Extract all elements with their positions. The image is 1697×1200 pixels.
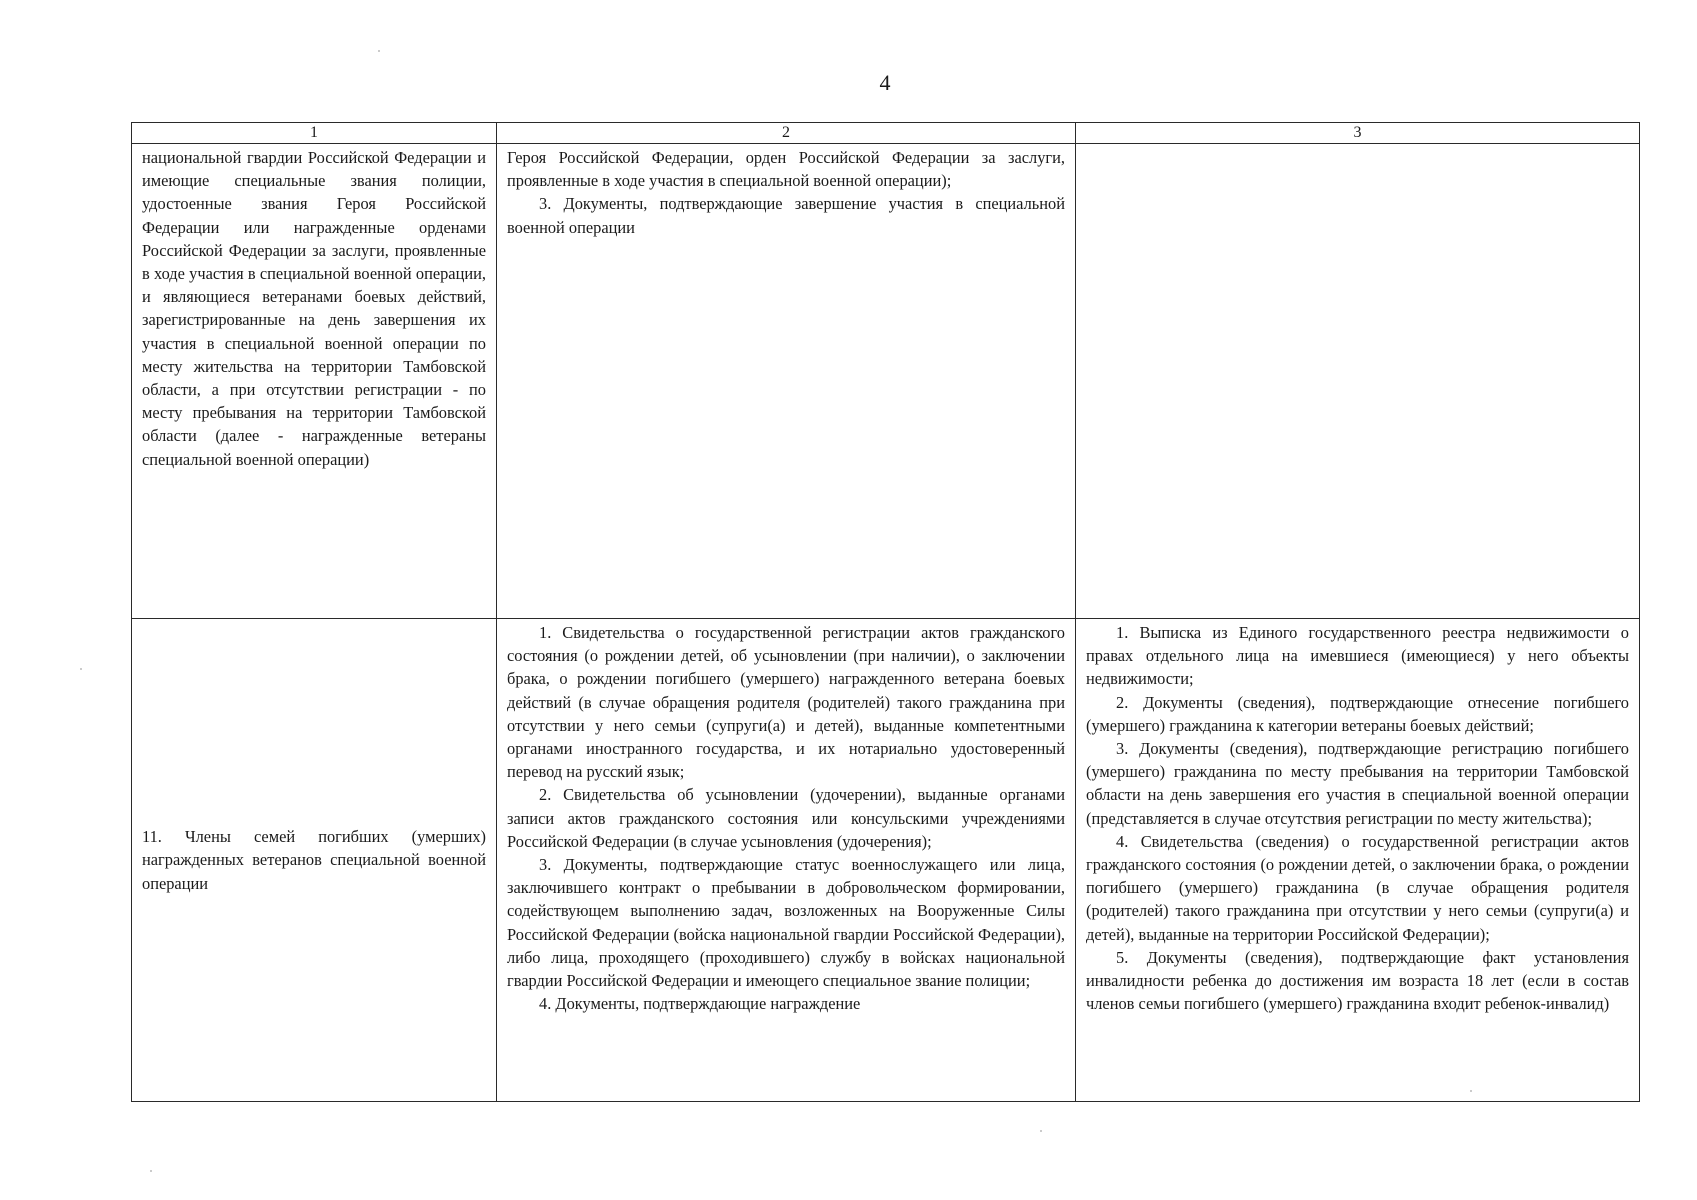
column-header-1: 1 [132,123,497,144]
row2-document-item-2: 2. Свидетельства об усыновлении (удочерении), выданные органами записи актов гражданского состояния или консульскими учреждениями Российской Федерации (в случае усыновления (удочерения); [507,785,1065,851]
column-header-2: 2 [497,123,1076,144]
column-header-3: 3 [1076,123,1640,144]
row2-interagency-item-4: 4. Свидетельства (сведения) о государственной регистрации актов гражданского состояния (о рождении детей, о заключении брака, о рождении погибшего (умершего) гражданина (в случае обращения родителя (родителей) такого гражданина при отсутствии у него семьи (супруги(а) и детей), выданные на территории Российской Федерации); [1086,831,1629,944]
row2-interagency-item-3: 3. Документы (сведения), подтверждающие регистрацию погибшего (умершего) гражданина по месту пребывания на территории Тамбовской области на день завершения его участия в специальной военной операции (представляется в случае отсутствия регистрации по месту жительства); [1086,739,1629,828]
scan-speck [80,668,82,670]
row2-category-cell: 11. Члены семей погибших (умерших) награжденных ветеранов специальной военной операции [132,619,497,1102]
row2-interagency-item-2: 2. Документы (сведения), подтверждающие отнесение погибшего (умершего) гражданина к категории ветераны боевых действий; [1086,692,1629,735]
row2-document-item-1: 1. Свидетельства о государственной регистрации актов гражданского состояния (о рождении детей, об усыновлении (при наличии), о заключении брака, о рождении погибшего (умершего) награжденного ветерана боевых действий (в случае обращения родителя (родителей) такого гражданина при отсутствии у него семьи (супруги(а) и детей), выданные компетентными органами иностранного государства, и их нотариально удостоверенный перевод на русский язык; [507,623,1065,782]
table-row [132,144,1640,619]
row1-documents-cell [497,144,1076,619]
row1-category-cell: национальной гвардии Российской Федерации и имеющие специальные звания полиции, удостоенные звания Героя Российской Федерации или награжденные орденами Российской Федерации за заслуги, проявленные в ходе участия в специальной военной операции, и являющиеся ветеранами боевых действий, зарегистрированные на день завершения их участия в специальной военной операции по месту жительства на территории Тамбовской области, а при отсутствии регистрации - по месту пребывания на территории Тамбовской области (далее - награжденные ветераны специальной военной операции) [132,144,497,619]
row2-documents-cell [497,619,1076,1102]
scan-speck [378,50,380,52]
document-table [131,122,1640,1102]
table-row [132,619,1640,1102]
scan-speck [150,1170,152,1172]
row1-interagency-cell [1076,144,1640,619]
row2-document-item-3: 3. Документы, подтверждающие статус военнослужащего или лица, заключившего контракт о пребывании в добровольческом формировании, содействующем выполнению задач, возложенных на Вооруженные Силы Российской Федерации (войска национальной гвардии Российской Федерации), либо лица, проходящего (проходившего) службу в войсках национальной гвардии Российской Федерации и имеющего специальное звание полиции; [507,855,1065,991]
row2-interagency-item-1: 1. Выписка из Единого государственного реестра недвижимости о правах отдельного лица на имевшиеся (имеющиеся) у него объекты недвижимости; [1086,623,1629,689]
page-number: 4 [879,70,891,95]
table-header-row [132,123,1640,144]
row1-document-item-3: 3. Документы, подтверждающие завершение участия в специальной военной операции [507,194,1065,237]
scan-speck [1470,1090,1472,1092]
scan-speck [1040,1130,1042,1132]
row2-interagency-cell [1076,619,1640,1102]
row2-document-item-4: 4. Документы, подтверждающие награждение [539,994,861,1014]
row1-documents-continuation: Героя Российской Федерации, орден Российской Федерации за заслуги, проявленные в ходе участия в специальной военной операции); [507,148,1065,191]
row2-interagency-item-5: 5. Документы (сведения), подтверждающие факт установления инвалидности ребенка до достижения им возраста 18 лет (если в состав членов семьи погибшего (умершего) гражданина входит ребенок-инвалид) [1086,947,1629,1014]
